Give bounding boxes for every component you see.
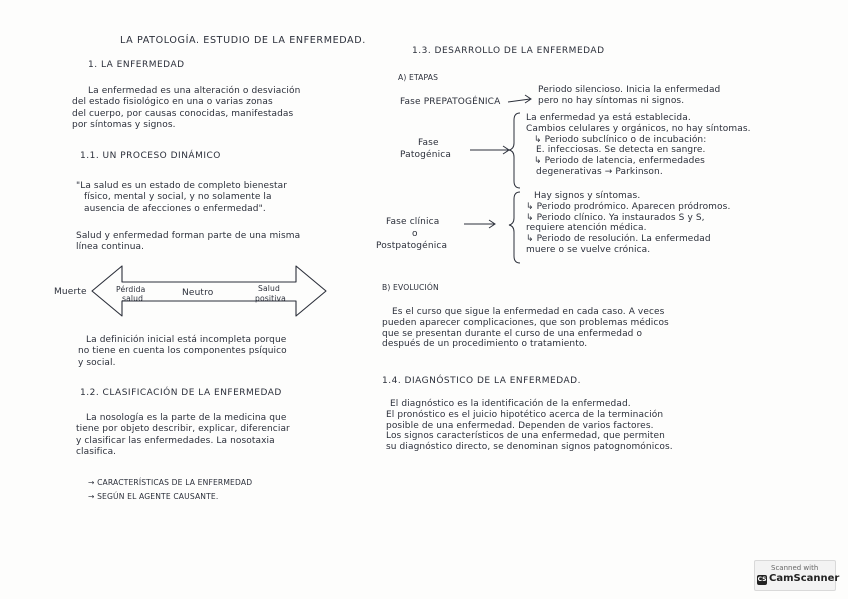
page-title: LA PATOLOGÍA. ESTUDIO DE LA ENFERMEDAD. bbox=[120, 35, 366, 46]
phase-patogenica-text bbox=[526, 113, 751, 178]
text-line: La enfermedad ya está establecida. bbox=[526, 113, 691, 123]
heading-a-etapas: A) ETAPAS bbox=[398, 73, 439, 82]
arrow-label-salud: salud bbox=[122, 294, 144, 303]
text-line: requiere atención médica. bbox=[526, 223, 647, 234]
arrow-label-neutro: Neutro bbox=[182, 288, 214, 298]
text-line: su diagnóstico directo, se denominan signos patognomónicos. bbox=[386, 442, 673, 453]
text-line: pero no hay síntomas ni signos. bbox=[538, 95, 685, 106]
text-line: ↳ Periodo de latencia, enfermedades bbox=[534, 156, 705, 167]
bullet-agente-causante: → SEGÚN EL AGENTE CAUSANTE. bbox=[88, 492, 219, 501]
text-line: y clasificar las enfermedades. La nosotaxia bbox=[76, 435, 275, 446]
text-line: El diagnóstico es la identificación de la enfermedad. bbox=[390, 399, 631, 409]
text-line: E. infecciosas. Se detecta en sangre. bbox=[536, 145, 706, 156]
phase-prepatogenica-label: Fase PREPATOGÉNICA bbox=[400, 97, 501, 107]
text-line: ↳ Periodo clínico. Ya instaurados S y S, bbox=[526, 212, 705, 223]
badge-scanned-with: Scanned with bbox=[771, 564, 819, 572]
bullet-caracteristicas: → CARACTERÍSTICAS DE LA ENFERMEDAD bbox=[88, 478, 253, 487]
camscanner-logo-icon: CS bbox=[757, 576, 767, 583]
text-line: físico, mental y social, y no solamente la bbox=[84, 192, 272, 203]
heading-1-enfermedad: 1. LA ENFERMEDAD bbox=[88, 60, 185, 70]
paragraph-evolucion bbox=[382, 307, 669, 350]
text-line: tiene por objeto describir, explicar, diferenciar bbox=[76, 424, 290, 435]
text-line: ↳ Periodo prodrómico. Aparecen pródromos. bbox=[526, 201, 731, 212]
text-line: Hay signos y síntomas. bbox=[534, 191, 641, 201]
text-line: Salud y enfermedad forman parte de una misma bbox=[76, 231, 301, 241]
text-line: posible de una enfermedad. Dependen de varios factores. bbox=[386, 420, 654, 431]
text-line: pueden aparecer complicaciones, que son problemas médicos bbox=[382, 317, 669, 328]
text-line: Periodo silencioso. Inicia la enfermedad bbox=[538, 85, 721, 95]
heading-1-3-desarrollo: 1.3. DESARROLLO DE LA ENFERMEDAD bbox=[412, 46, 605, 56]
paragraph-definicion-incompleta bbox=[78, 335, 287, 369]
phase-clinica-label-2: o bbox=[412, 229, 418, 239]
text-line: La enfermedad es una alteración o desviación bbox=[88, 86, 301, 96]
paragraph-diagnostico bbox=[386, 399, 673, 453]
text-line: línea continua. bbox=[76, 242, 145, 253]
heading-1-4-diagnostico: 1.4. DIAGNÓSTICO DE LA ENFERMEDAD. bbox=[382, 376, 581, 386]
phase-clinica-label-1: Fase clínica bbox=[386, 217, 440, 227]
text-line: clasifica. bbox=[76, 447, 117, 458]
text-line: degenerativas → Parkinson. bbox=[536, 166, 663, 177]
text-line: del cuerpo, por causas conocidas, manifestadas bbox=[72, 108, 294, 119]
text-line: del estado fisiológico en una o varias zonas bbox=[72, 97, 273, 108]
badge-camscanner: CamScanner bbox=[769, 573, 840, 584]
text-line: ausencia de afecciones o enfermedad". bbox=[84, 203, 266, 214]
text-line: El pronóstico es el juicio hipotético acerca de la terminación bbox=[386, 409, 664, 420]
arrow-label-muerte: Muerte bbox=[54, 287, 87, 297]
text-line: Es el curso que sigue la enfermedad en cada caso. A veces bbox=[392, 307, 665, 317]
text-line: que se presentan durante el curso de una enfermedad o bbox=[382, 328, 643, 339]
text-line: Cambios celulares y orgánicos, no hay síntomas. bbox=[526, 123, 751, 134]
text-line: y social. bbox=[78, 357, 116, 368]
brace-patogenica bbox=[509, 113, 520, 188]
heading-1-1-proceso-dinamico: 1.1. UN PROCESO DINÁMICO bbox=[80, 151, 221, 161]
text-line: ↳ Periodo de resolución. La enfermedad bbox=[526, 234, 711, 245]
camscanner-badge bbox=[754, 560, 840, 591]
arrow-label-positiva: positiva bbox=[255, 294, 286, 303]
text-line: después de un procedimiento o tratamiento. bbox=[382, 339, 588, 350]
heading-1-2-clasificacion: 1.2. CLASIFICACIÓN DE LA ENFERMEDAD bbox=[80, 388, 282, 398]
heading-b-evolucion: B) EVOLUCIÓN bbox=[382, 283, 439, 292]
text-line: La nosología es la parte de la medicina que bbox=[86, 413, 287, 423]
arrow-label-salud-top: Salud bbox=[258, 284, 280, 293]
phase-clinica-text bbox=[526, 191, 730, 256]
text-line: Los signos característicos de una enfermedad, que permiten bbox=[386, 431, 665, 442]
phase-prepatogenica-text bbox=[538, 85, 720, 107]
phase-patogenica-label-1: Fase bbox=[418, 138, 439, 148]
text-line: "La salud es un estado de completo bienestar bbox=[76, 181, 288, 191]
text-line: ↳ Periodo subclínico o de incubación: bbox=[534, 134, 707, 145]
paragraph-nosologia bbox=[76, 413, 290, 459]
text-line: por síntomas y signos. bbox=[72, 119, 176, 130]
phase-clinica-label-3: Postpatogénica bbox=[376, 241, 448, 251]
text-line: no tiene en cuenta los componentes psíquico bbox=[78, 346, 287, 357]
phase-patogenica-label-2: Patogénica bbox=[400, 150, 451, 160]
arrow-label-perdida: Pérdida bbox=[116, 285, 146, 294]
brace-clinica bbox=[509, 192, 520, 263]
text-line: muere o se vuelve crónica. bbox=[526, 244, 651, 255]
text-line: La definición inicial está incompleta porque bbox=[86, 335, 287, 345]
